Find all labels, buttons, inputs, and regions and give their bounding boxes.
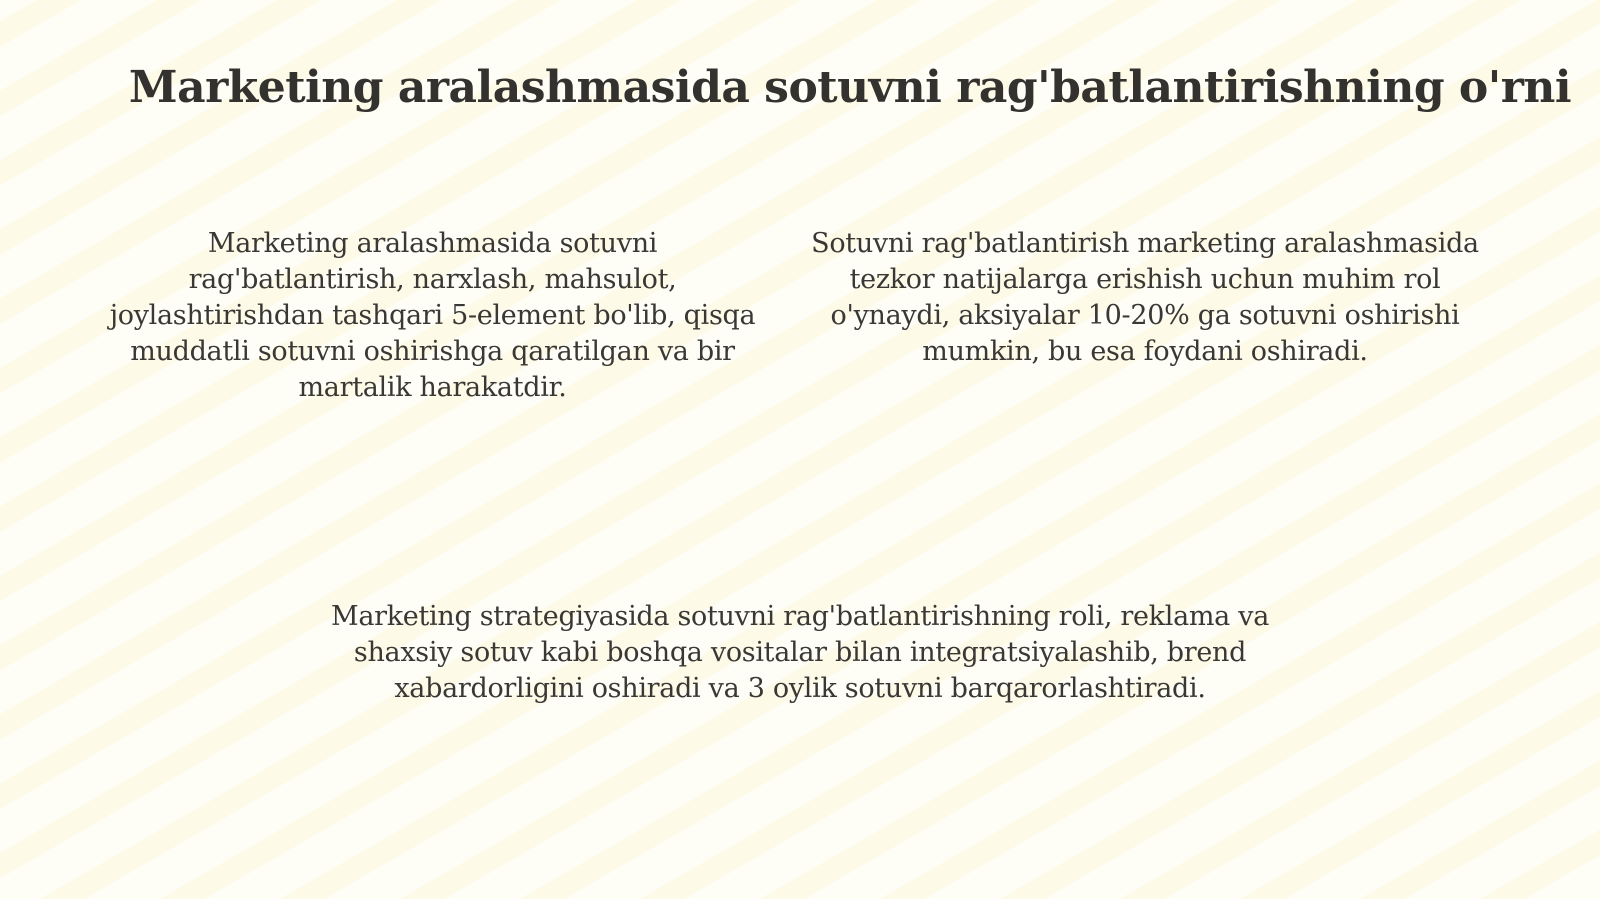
- paragraph-left: Marketing aralashmasida sotuvni rag'batlantirish, narxlash, mahsulot, joylashtirishdan tashqari 5-element bo'lib, qisqa muddatli sotuvni oshirishga qaratilgan va bir martalik harakatdir.: [109, 228, 756, 403]
- paragraph-bottom: Marketing strategiyasida sotuvni rag'batlantirishning roli, reklama va shaxsiy sotuv kabi boshqa vositalar bilan integratsiyalashib, brend xabardorligini oshiradi va 3 oylik sotuvni barqarorlashtiradi.: [330, 601, 1270, 704]
- paragraph-right: Sotuvni rag'batlantirish marketing aralashmasida tezkor natijalarga erishish uchun muhim rol o'ynaydi, aksiyalar 10-20% ga sotuvni oshirishi mumkin, bu esa foydani oshiradi.: [811, 228, 1479, 367]
- slide-title: Marketing aralashmasida sotuvni rag'batlantirishning o'rni: [128, 62, 1572, 113]
